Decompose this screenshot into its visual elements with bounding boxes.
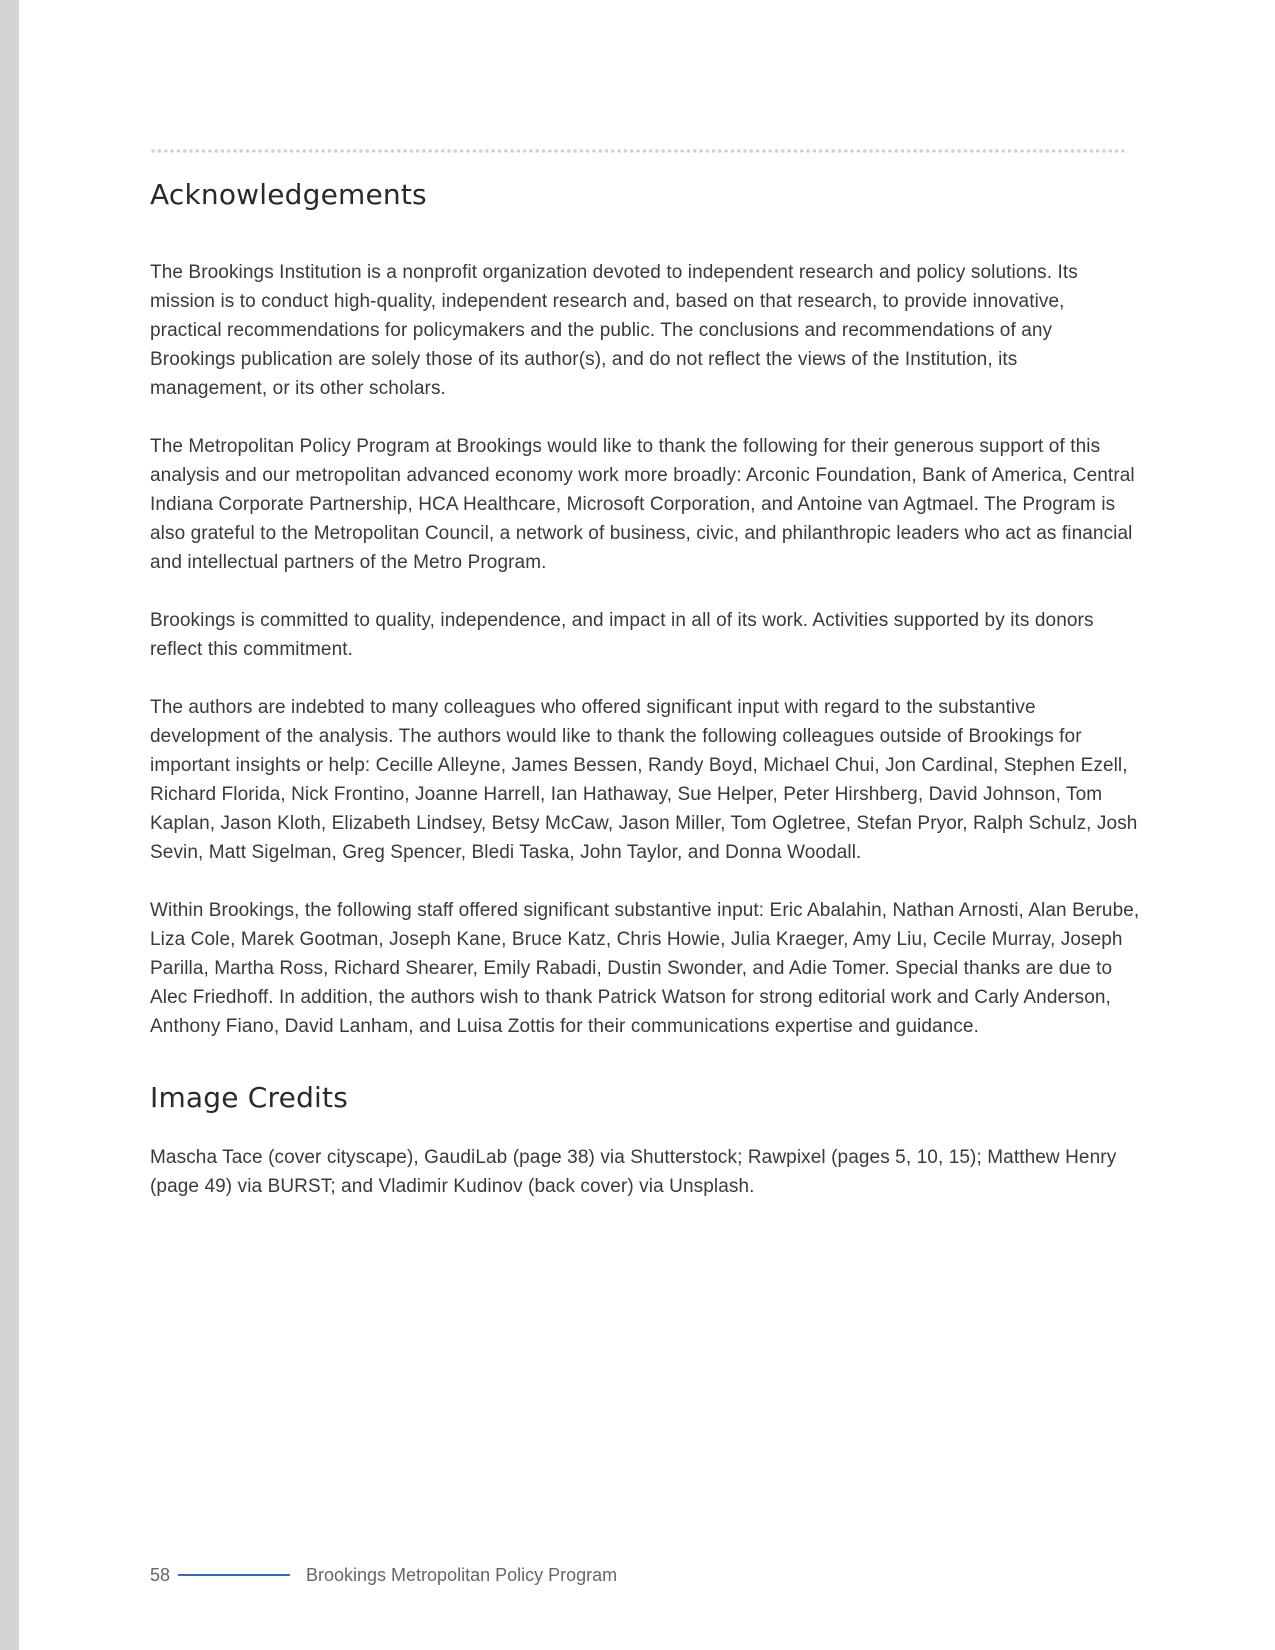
footer-publisher: Brookings Metropolitan Policy Program: [306, 1564, 618, 1585]
acknowledgements-paragraph-4: The authors are indebted to many colleagues who offered significant input with regard to the substantive development of the analysis. The authors would like to thank the following colleagues outside of Brookings for important insights or help: Cecille Alleyne, James Bessen, Randy Boyd, Michael Chui, Jon Cardinal, Stephen Ezell, Richard Florida, Nick Frontino, Joanne Harrell, Ian Hathaway, Sue Helper, Peter Hirshberg, David Johnson, Tom Kaplan, Jason Kloth, Elizabeth Lindsey, Betsy McCaw, Jason Miller, Tom Ogletree, Stefan Pryor, Ralph Schulz, Josh Sevin, Matt Sigelman, Greg Spencer, Bledi Taska, John Taylor, and Donna Woodall.: [150, 697, 1138, 863]
page-edge-bar: [0, 0, 19, 1650]
acknowledgements-paragraph-3: Brookings is committed to quality, independence, and impact in all of its work. Activities supported by its donors reflect this commitment.: [150, 610, 1094, 660]
footer-rule: [178, 1574, 290, 1576]
image-credits-text: Mascha Tace (cover cityscape), GaudiLab (page 38) via Shutterstock; Rawpixel (pages 5, 10, 15); Matthew Henry (page 49) via BURST; and Vladimir Kudinov (back cover) via Unsplash.: [150, 1147, 1117, 1197]
acknowledgements-body: [150, 258, 1140, 1041]
page-footer: [150, 1562, 617, 1588]
acknowledgements-paragraph-2: The Metropolitan Policy Program at Brookings would like to thank the following for their generous support of this analysis and our metropolitan advanced economy work more broadly: Arconic Foundation, Bank of America, Central Indiana Corporate Partnership, HCA Healthcare, Microsoft Corporation, and Antoine van Agtmael. The Program is also grateful to the Metropolitan Council, a network of business, civic, and philanthropic leaders who act as financial and intellectual partners of the Metro Program.: [150, 436, 1135, 573]
acknowledgements-paragraph-1: The Brookings Institution is a nonprofit organization devoted to independent research and policy solutions. Its mission is to conduct high-quality, independent research and, based on that research, to provide innovative, practical recommendations for policymakers and the public. The conclusions and recommendations of any Brookings publication are solely those of its author(s), and do not reflect the views of the Institution, its management, or its other scholars.: [150, 262, 1078, 399]
image-credits-body: [150, 1143, 1140, 1201]
page-content: [150, 172, 1140, 1230]
dotted-divider: [150, 149, 1126, 153]
acknowledgements-heading: Acknowledgements: [150, 178, 427, 211]
image-credits-heading: Image Credits: [150, 1081, 348, 1114]
page-number: 58: [150, 1564, 171, 1585]
acknowledgements-paragraph-5: Within Brookings, the following staff offered significant substantive input: Eric Abalahin, Nathan Arnosti, Alan Berube, Liza Cole, Marek Gootman, Joseph Kane, Bruce Katz, Chris Howie, Julia Kraeger, Amy Liu, Cecile Murray, Joseph Parilla, Martha Ross, Richard Shearer, Emily Rabadi, Dustin Swonder, and Adie Tomer. Special thanks are due to Alec Friedhoff. In addition, the authors wish to thank Patrick Watson for strong editorial work and Carly Anderson, Anthony Fiano, David Lanham, and Luisa Zottis for their communications expertise and guidance.: [150, 900, 1140, 1037]
